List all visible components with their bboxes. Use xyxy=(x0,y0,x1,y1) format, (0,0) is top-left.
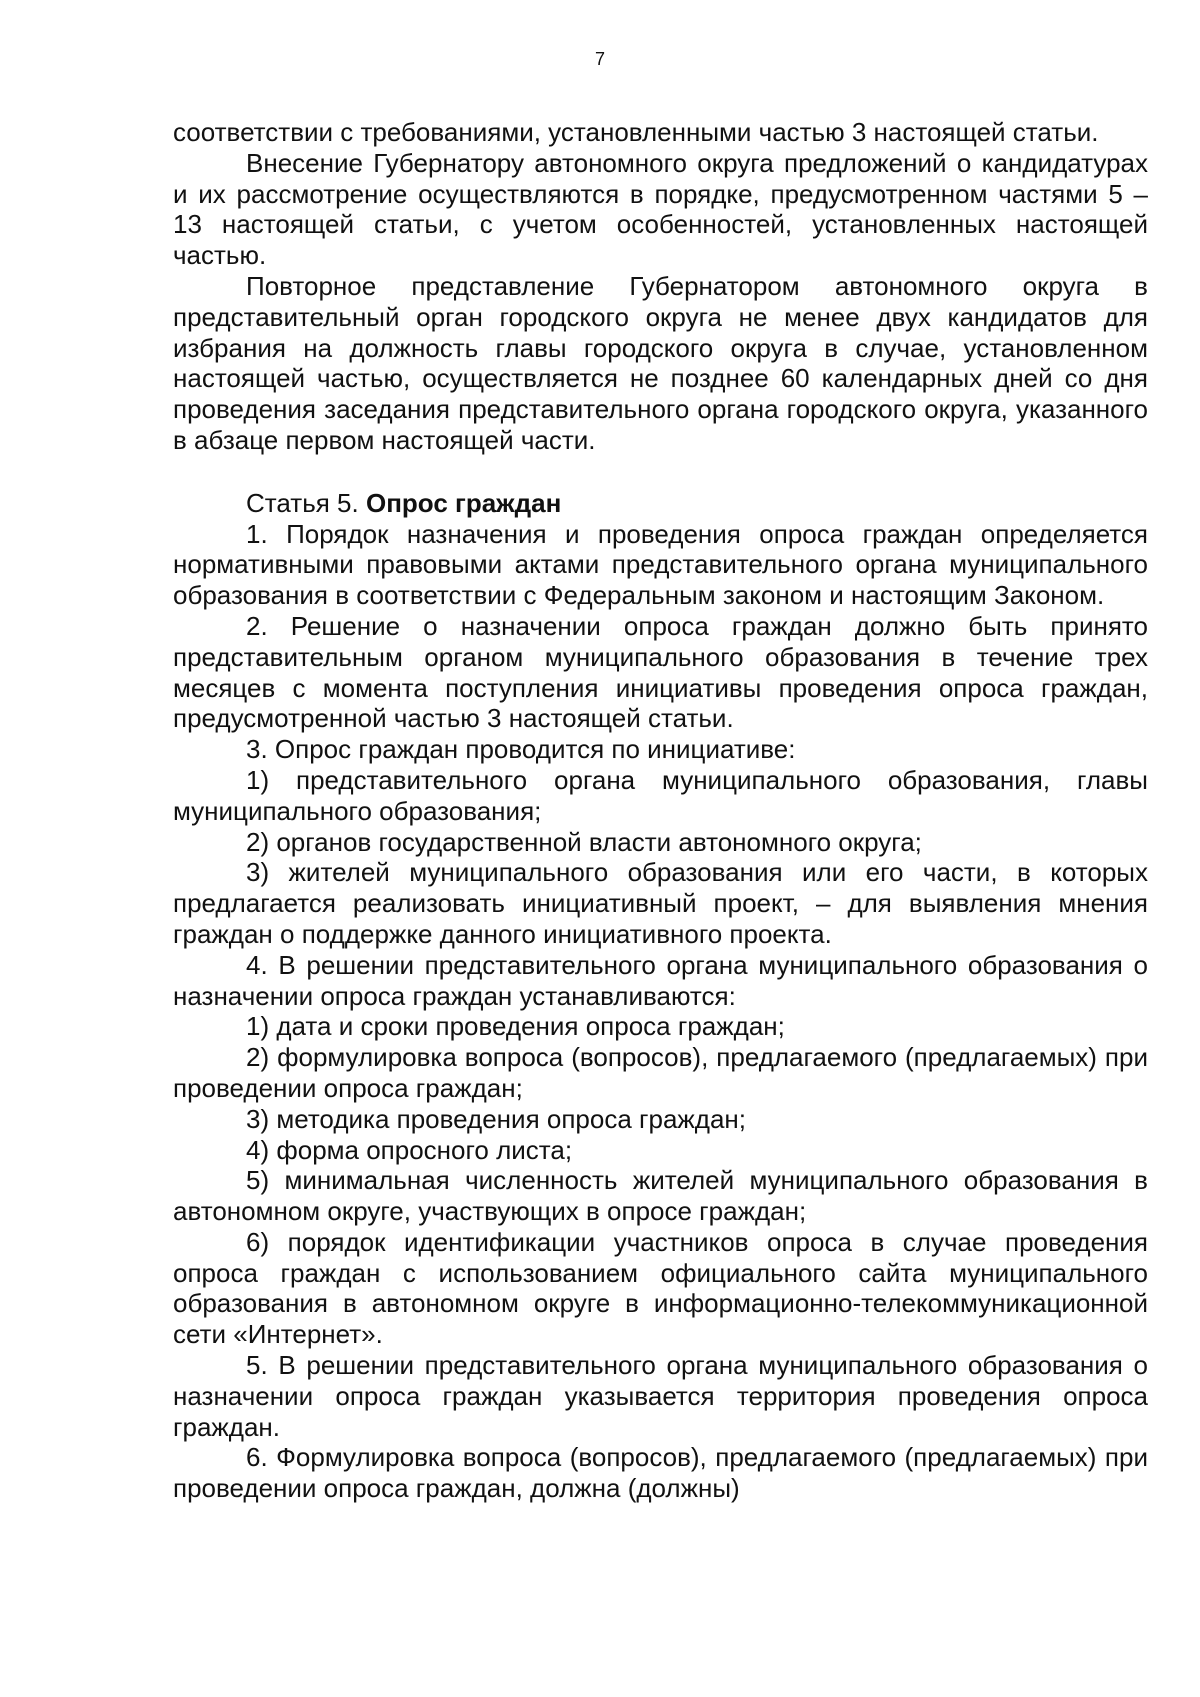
list-item: 5) минимальная численность жителей муниципального образования в автономном округе, участвующих в опросе граждан; xyxy=(173,1165,1148,1227)
page-number: 7 xyxy=(594,49,605,69)
list-item: 4) форма опросного листа; xyxy=(246,1134,573,1165)
list-item: 1) дата и сроки проведения опроса граждан; xyxy=(246,1011,785,1042)
document-body xyxy=(173,117,1148,1504)
list-item: 2) формулировка вопроса (вопросов), предлагаемого (предлагаемых) при проведении опроса граждан; xyxy=(173,1042,1148,1103)
list-item: 6) порядок идентификации участников опроса в случае проведения опроса граждан с использованием официального сайта муниципального образования в автономном округе в информационно-телекоммуникационной сети «Интернет». xyxy=(173,1226,1148,1350)
paragraph: Повторное представление Губернатором автономного округа в представительный орган городского округа не менее двух кандидатов для избрания на должность главы городского округа в случае, установленном настоящей частью, осуществляется не позднее 60 календарных дней со дня проведения заседания представительного органа городского округа, указанного в абзаце первом настоящей части. xyxy=(173,270,1148,455)
article-title: Опрос граждан xyxy=(365,487,562,518)
list-item: 1. Порядок назначения и проведения опроса граждан определяется нормативными правовыми актами представительного органа муниципального образования в соответствии с Федеральным законом и настоящим Законом. xyxy=(173,518,1148,611)
list-item: 1) представительного органа муниципального образования, главы муниципального образования; xyxy=(173,764,1148,826)
paragraph: Внесение Губернатору автономного округа предложений о кандидатурах и их рассмотрение осуществляются в порядке, предусмотренном частями 5 – 13 настоящей статьи, с учетом особенностей, установленных настоящей частью. xyxy=(173,147,1148,271)
list-item: 2. Решение о назначении опроса граждан должно быть принято представительным органом муниципального образования в течение трех месяцев с момента поступления инициативы проведения опроса граждан, предусмотренной частью 3 настоящей статьи. xyxy=(173,610,1148,734)
list-item: 2) органов государственной власти автономного округа; xyxy=(246,826,922,857)
list-item: 3) жителей муниципального образования или его части, в которых предлагается реализовать инициативный проект, – для выявления мнения граждан о поддержке данного инициативного проекта. xyxy=(173,857,1148,949)
paragraph: соответствии с требованиями, установленными частью 3 настоящей статьи. xyxy=(173,117,1099,147)
article-heading xyxy=(173,488,1148,519)
article-prefix: Статья 5. xyxy=(246,487,359,518)
list-item: 6. Формулировка вопроса (вопросов), предлагаемого (предлагаемых) при проведении опроса граждан, должна (должны) xyxy=(173,1442,1148,1504)
list-item: 3) методика проведения опроса граждан; xyxy=(246,1103,747,1134)
list-item: 5. В решении представительного органа муниципального образования о назначении опроса граждан указывается территория проведения опроса граждан. xyxy=(173,1350,1148,1442)
list-item: 3. Опрос граждан проводится по инициативе: xyxy=(246,734,796,765)
list-item: 4. В решении представительного органа муниципального образования о назначении опроса граждан устанавливаются: xyxy=(173,949,1148,1011)
